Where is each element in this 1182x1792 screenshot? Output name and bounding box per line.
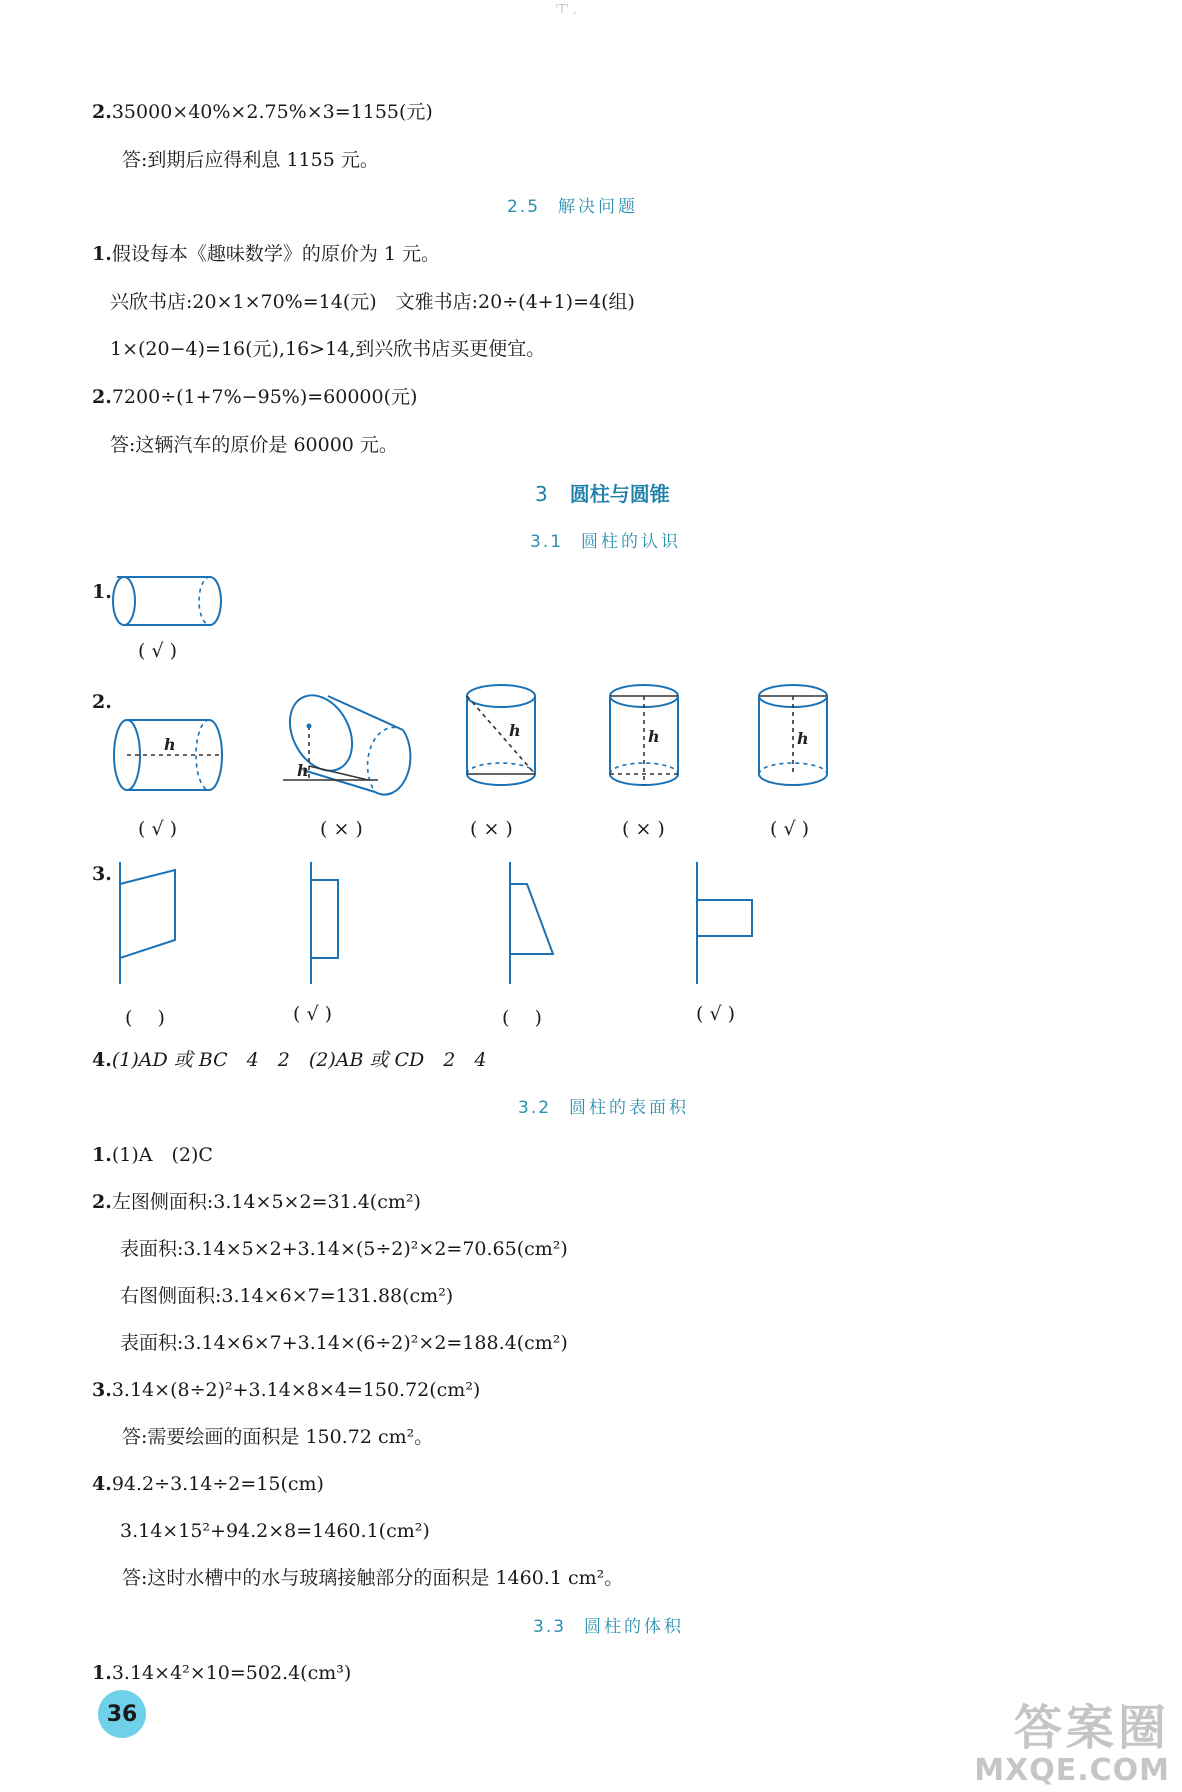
- answer-line: 兴欣书店:20×1×70%=14(元) 文雅书店:20÷(4+1)=4(组): [110, 291, 635, 313]
- answer-line: 3.14×15²+94.2×8=1460.1(cm²): [120, 1520, 430, 1542]
- item-number: 1.: [92, 243, 112, 265]
- h-label: h: [797, 729, 809, 748]
- top-mark: 'T' ,: [555, 2, 577, 16]
- answer-mark: ( √ ): [138, 818, 178, 840]
- cylinder-tilted-figure: [283, 688, 418, 798]
- line-text: 假设每本《趣味数学》的原价为 1 元。: [111, 243, 441, 265]
- answer-mark: ( √ ): [293, 1003, 333, 1025]
- watermark-url: MXQE.COM: [974, 1753, 1170, 1788]
- answer-line: [92, 1378, 480, 1402]
- watermark: [974, 1702, 1170, 1788]
- watermark-logo: 答案圈: [1013, 1700, 1170, 1756]
- answer-line: [92, 1190, 421, 1214]
- item-number: 2.: [92, 101, 112, 123]
- section-heading: [518, 1093, 689, 1118]
- answer-mark: ( √ ): [770, 818, 810, 840]
- cylinder-diagonal-figure: [465, 682, 545, 797]
- answer-line: [92, 1048, 486, 1072]
- line-text: 左图侧面积:3.14×5×2=31.4(cm²): [111, 1191, 421, 1213]
- item-number: 1.: [92, 1144, 112, 1166]
- section-code: 3.2: [518, 1098, 552, 1118]
- item-number: 4.: [92, 1049, 112, 1071]
- cylinder-figure: [110, 570, 225, 635]
- answer-line: [92, 385, 417, 409]
- answer-line: 答:这时水槽中的水与玻璃接触部分的面积是 1460.1 cm²。: [122, 1567, 624, 1589]
- item-number: 4.: [92, 1473, 112, 1495]
- item-number: 3.: [92, 1379, 112, 1401]
- answer-line: 答:到期后应得利息 1155 元。: [122, 149, 379, 171]
- answer-line: 答:需要绘画的面积是 150.72 cm²。: [122, 1426, 434, 1448]
- item-number: 1.: [92, 1662, 112, 1684]
- answer-line: [92, 1472, 324, 1496]
- item-number: 2.: [92, 691, 112, 713]
- page-number: 36: [98, 1690, 146, 1738]
- answer-mark: ( ): [502, 1007, 542, 1029]
- section-title: 圆柱的表面积: [569, 1098, 690, 1118]
- cylinder-axis-figure: [757, 682, 837, 797]
- answer-mark: ( × ): [622, 818, 665, 840]
- section-heading: [533, 1612, 684, 1637]
- answer-line: 答:这辆汽车的原价是 60000 元。: [110, 434, 398, 456]
- section-code: 3.1: [530, 532, 564, 552]
- section-code: 3.3: [533, 1617, 567, 1637]
- item-number: 3.: [92, 863, 112, 885]
- answer-mark: ( ): [125, 1007, 165, 1029]
- chapter-code: 3: [535, 482, 548, 506]
- h-label: h: [164, 735, 176, 754]
- line-text: 35000×40%×2.75%×3=1155(元): [111, 101, 433, 123]
- section-title: 圆柱的认识: [581, 532, 682, 552]
- rotation-shape-3: [505, 862, 565, 987]
- section-title: 解决问题: [558, 197, 639, 217]
- answer-line: [92, 1143, 213, 1167]
- h-label: h: [509, 721, 521, 740]
- rotation-shape-4: [692, 862, 757, 987]
- rotation-shape-1: [115, 862, 185, 987]
- answer-mark: ( × ): [320, 818, 363, 840]
- answer-line: [92, 100, 433, 124]
- answer-line: [92, 242, 440, 266]
- h-label: h: [648, 727, 660, 746]
- answer-line: 表面积:3.14×6×7+3.14×(6÷2)²×2=188.4(cm²): [120, 1332, 568, 1354]
- h-label: h: [297, 761, 309, 780]
- line-text: 94.2÷3.14÷2=15(cm): [111, 1473, 324, 1495]
- answer-line: 表面积:3.14×5×2+3.14×(5÷2)²×2=70.65(cm²): [120, 1238, 568, 1260]
- answer-line: [92, 1661, 351, 1685]
- chapter-title: 圆柱与圆锥: [569, 482, 670, 506]
- chapter-heading: [535, 478, 670, 507]
- line-text: 7200÷(1+7%−95%)=60000(元): [111, 386, 418, 408]
- answer-mark: ( √ ): [696, 1003, 736, 1025]
- section-title: 圆柱的体积: [584, 1617, 685, 1637]
- answer-mark: ( × ): [470, 818, 513, 840]
- answer-line: 1×(20−4)=16(元),16>14,到兴欣书店买更便宜。: [110, 338, 546, 360]
- item-number: 2.: [92, 1191, 112, 1213]
- section-heading: [530, 527, 681, 552]
- section-code: 2.5: [507, 197, 541, 217]
- line-text: (1)A (2)C: [111, 1144, 213, 1166]
- rotation-shape-2: [306, 862, 346, 987]
- item-number: 1.: [92, 581, 112, 603]
- line-text: 3.14×(8÷2)²+3.14×8×4=150.72(cm²): [111, 1379, 481, 1401]
- line-text: 3.14×4²×10=502.4(cm³): [111, 1662, 352, 1684]
- line-text: (1)AD 或 BC 4 2 (2)AB 或 CD 2 4: [111, 1049, 487, 1071]
- answer-line: 右图侧面积:3.14×6×7=131.88(cm²): [120, 1285, 454, 1307]
- answer-mark: ( √ ): [138, 640, 178, 662]
- item-number: 2.: [92, 386, 112, 408]
- section-heading: [507, 192, 638, 217]
- cylinder-horizontal-figure: [112, 715, 227, 800]
- cylinder-vertical-figure: [608, 682, 688, 797]
